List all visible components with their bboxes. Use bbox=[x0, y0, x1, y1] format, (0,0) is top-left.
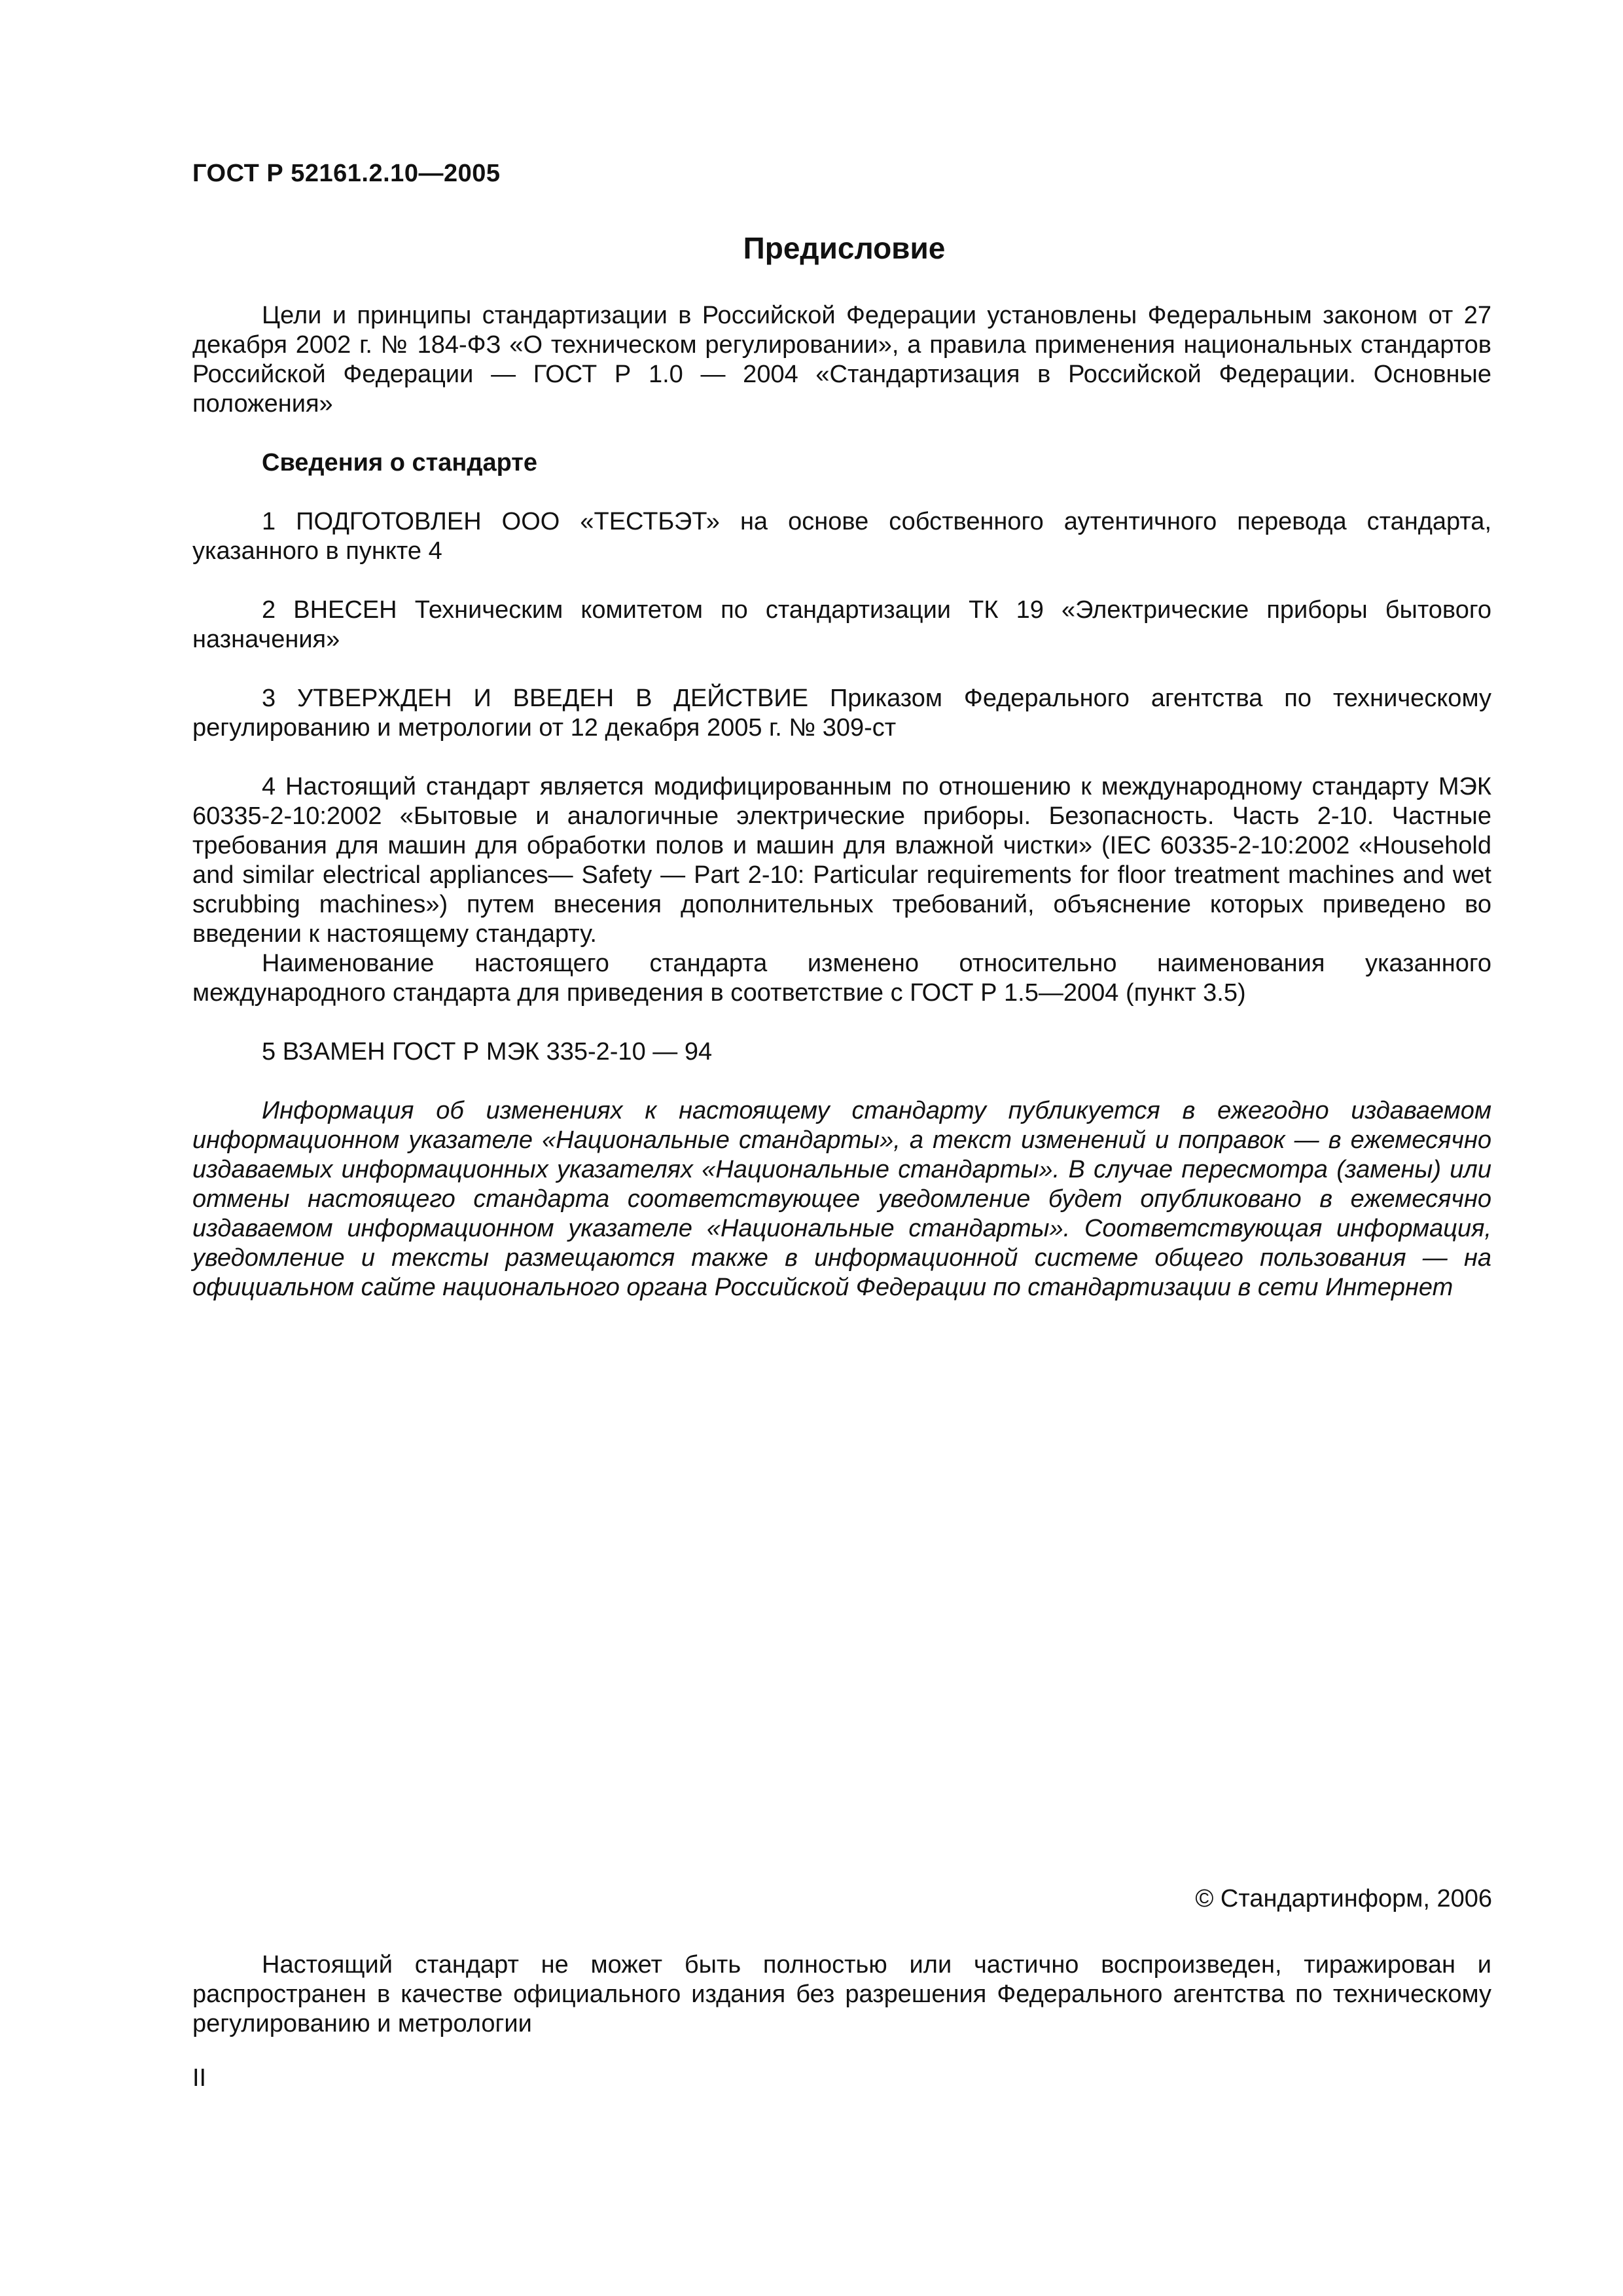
item-4: 4 Настоящий стандарт является модифицированным по отношению к международному стандарту МЭК 60335-2-10:2002 «Бытовые и аналогичные электрические приборы. Безопасность. Часть 2-10. Частные требования для машин для обработки полов и машин для влажной чистки» (IEC 60335-2-10:2002 «Household and similar electrical appliances— Safety — Part 2-10: Particular requirements for floor treatment machines and wet scrubbing machines») путем внесения дополнительных требований, объяснение которых приведено во введении к настоящему стандарту. bbox=[192, 773, 1491, 948]
item-5: 5 ВЗАМЕН ГОСТ Р МЭК 335-2-10 — 94 bbox=[262, 1038, 713, 1066]
foreword-body bbox=[192, 301, 1491, 1302]
page-title: Предисловие bbox=[743, 231, 946, 265]
info-paragraph: Информация об изменениях к настоящему стандарту публикуется в ежегодно издаваемом информационном указателе «Национальные стандарты», а текст изменений и поправок — в ежемесячно издаваемых информационных указателях «Национальные стандарты». В случае пересмотра (замены) или отмены настоящего стандарта соответствующее уведомление будет опубликовано в ежемесячно издаваемом информационном указателе «Национальные стандарты». Соответствующая информация, уведомление и тексты размещаются также в информационной системе общего пользования — на официальном сайте национального органа Российской Федерации по стандартизации в сети Интернет bbox=[192, 1097, 1491, 1301]
item-4-note: Наименование настоящего стандарта изменено относительно наименования указанного международного стандарта для приведения в соответствие с ГОСТ Р 1.5—2004 (пункт 3.5) bbox=[192, 950, 1491, 1007]
document-code: ГОСТ Р 52161.2.10—2005 bbox=[192, 160, 501, 187]
section-heading: Сведения о стандарте bbox=[262, 449, 538, 476]
item-2: 2 ВНЕСЕН Техническим комитетом по стандартизации ТК 19 «Электрические приборы бытового назначения» bbox=[192, 596, 1491, 653]
item-1: 1 ПОДГОТОВЛЕН ООО «ТЕСТБЭТ» на основе собственного аутентичного перевода стандарта, указанного в пункте 4 bbox=[192, 508, 1491, 565]
page-number: II bbox=[192, 2064, 207, 2092]
item-3: 3 УТВЕРЖДЕН И ВВЕДЕН В ДЕЙСТВИЕ Приказом Федерального агентства по техническому регулированию и метрологии от 12 декабря 2005 г. № 309-ст bbox=[192, 685, 1491, 742]
copyright-line: © Стандартинформ, 2006 bbox=[1195, 1885, 1492, 1912]
intro-paragraph: Цели и принципы стандартизации в Российской Федерации установлены Федеральным законом от 27 декабря 2002 г. № 184-ФЗ «О техническом регулировании», а правила применения национальных стандартов Российской Федерации — ГОСТ Р 1.0 — 2004 «Стандартизация в Российской Федерации. Основные положения» bbox=[192, 302, 1491, 418]
notice-paragraph: Настоящий стандарт не может быть полностью или частично воспроизведен, тиражирован и распространен в качестве официального издания без разрешения Федерального агентства по техническому регулированию и метрологии bbox=[192, 1951, 1491, 2037]
reproduction-notice bbox=[192, 1950, 1491, 2039]
